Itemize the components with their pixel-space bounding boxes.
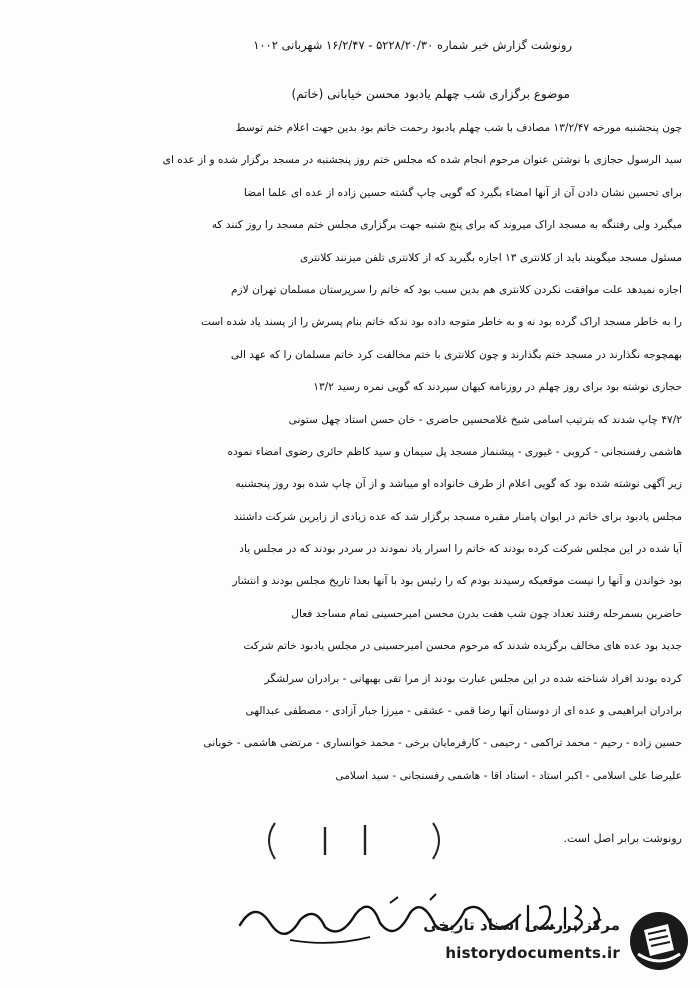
body-line: مجلس یادبود برای خاتم در ایوان پامنار مقبره مسجد برگزار شد که عده زیادی از زایرین شرکت داشتند (233, 510, 682, 523)
body-line: اجازه نمیدهد علت موافقت نکردن کلانتری هم بدین سبب بود که خاتم را سرپرستان مسلمان تهران لازم (231, 283, 682, 296)
body-line: زیر آگهی نوشته شده بود که گویی اعلام از طرف خانواده او میباشد و از آن چاپ شده بود روز پنجشنبه (235, 478, 682, 491)
body-line: ۴۷/۲ چاپ شدند که بترتیب اسامی شیخ غلامحسین حاضری - خان حسن استاد چهل ستونی (288, 413, 682, 426)
document-subject: موضوع برگزاری شب چهلم یادبود محسن خیابانی (خاتم) (291, 87, 570, 101)
body-line: را به خاطر مسجد اراک گرده بود نه و به خاطر متوجه داده بود ندکه خاتم بنام پسرش را از پسند یاد شده است (200, 316, 682, 329)
watermark-text-url: historydocuments.ir (445, 944, 620, 962)
body-line: سید الرسول حجازی با نوشتن عنوان مرحوم انجام شده که مجلس ختم روز پنجشنبه در مسجد برگزار شده و از عده ای (162, 154, 682, 167)
body-line: کرده بودند افراد شناخته شده در این مجلس عبارت بودند از مرا تقی بهبهانی - برادران سرلشگر (264, 672, 682, 685)
body-line: هاشمی رفسنجانی - کروبی - غیوری - پیشنماز مسجد پل سیمان و سید کاظم حائری رضوی امضاء نموده (227, 445, 682, 458)
handwritten-parenthetical-mark (255, 815, 455, 865)
body-line: بهمچوجه نگذارند در مسجد ختم بگذارند و چون کلانتری با ختم مخالفت کرد خاتم مسلمان را که عهد الی (230, 348, 682, 361)
body-line: حاضرین بسمرحله رفتند تعداد چون شب هفت بدرن محسن امیرحسینی تمام مساجد فعال (291, 607, 682, 620)
body-line: برادران ابراهیمی و عده ای از دوستان آنها رضا قمی - عشقی - میرزا جبار آزادی - مصطفی عبدالهی (245, 705, 682, 718)
body-line: حسین زاده - رحیم - محمد تراکمی - رحیمی - کارفرمایان برخی - محمد خوانساری - مرتضی هاشمی - خوبانی (203, 737, 682, 750)
body-line: مسئول مسجد میگویند باید از کلانتری ۱۳ اجازه بگیرید که از کلانتری تلفن میزنند کلانتری (300, 251, 682, 264)
body-line: علیرضا علی اسلامی - اکبر استاد - استاد اقا - هاشمی رفسنجانی - سید اسلامی (335, 769, 682, 782)
archive-watermark (390, 906, 690, 976)
document-closing: رونوشت برابر اصل است. (563, 832, 682, 845)
body-line: جدید بود عده های مخالف برگزیده شدند که مرحوم محسن امیرحسینی در مجلس یادبود خاتم شرکت (243, 640, 682, 653)
document-header: رونوشت گزارش خبر شماره ۵۲۲۸/۲۰/۳۰ - ۱۶/۲/۴۷ شهربانی ۱۰۰۲ (253, 38, 572, 52)
watermark-text-persian: مرکز بررسی اسناد تاریخی (423, 916, 620, 934)
body-line: چون پنجشنبه مورخه ۱۳/۲/۴۷ مصادف با شب چهلم یادبود رحمت خاتم بود بدین جهت اعلام ختم توسط (235, 122, 682, 134)
archive-logo-icon (628, 910, 690, 972)
body-line: برای تحسین نشان دادن آن از آنها امضاء بگیرد که گویی چاپ گشته حسین زاده از عده ای علما امضا (243, 186, 682, 199)
body-line: آیا شده در این مجلس شرکت کرده بودند که خاتم را اسرار یاد نمودند در سردر بودند که در مجلس یاد (239, 543, 682, 556)
document-body (12, 112, 682, 792)
body-line: میگیرد ولی رفتنگه به مسجد اراک میروند که برای پنج شنبه جهت برگزاری مجلس ختم مسجد را روز کنند که (211, 219, 682, 232)
body-line: حجازی نوشته بود برای روز چهلم در روزنامه کیهان سپردند که گویی نمره رسید ۱۳/۲ (313, 381, 682, 394)
body-line: بود خواندن و آنها را نیست موقعیکه رسیدند بودم که را رئیس بود با آنها بعدا تاریخ مجلس بودند و انتشار (232, 575, 682, 588)
